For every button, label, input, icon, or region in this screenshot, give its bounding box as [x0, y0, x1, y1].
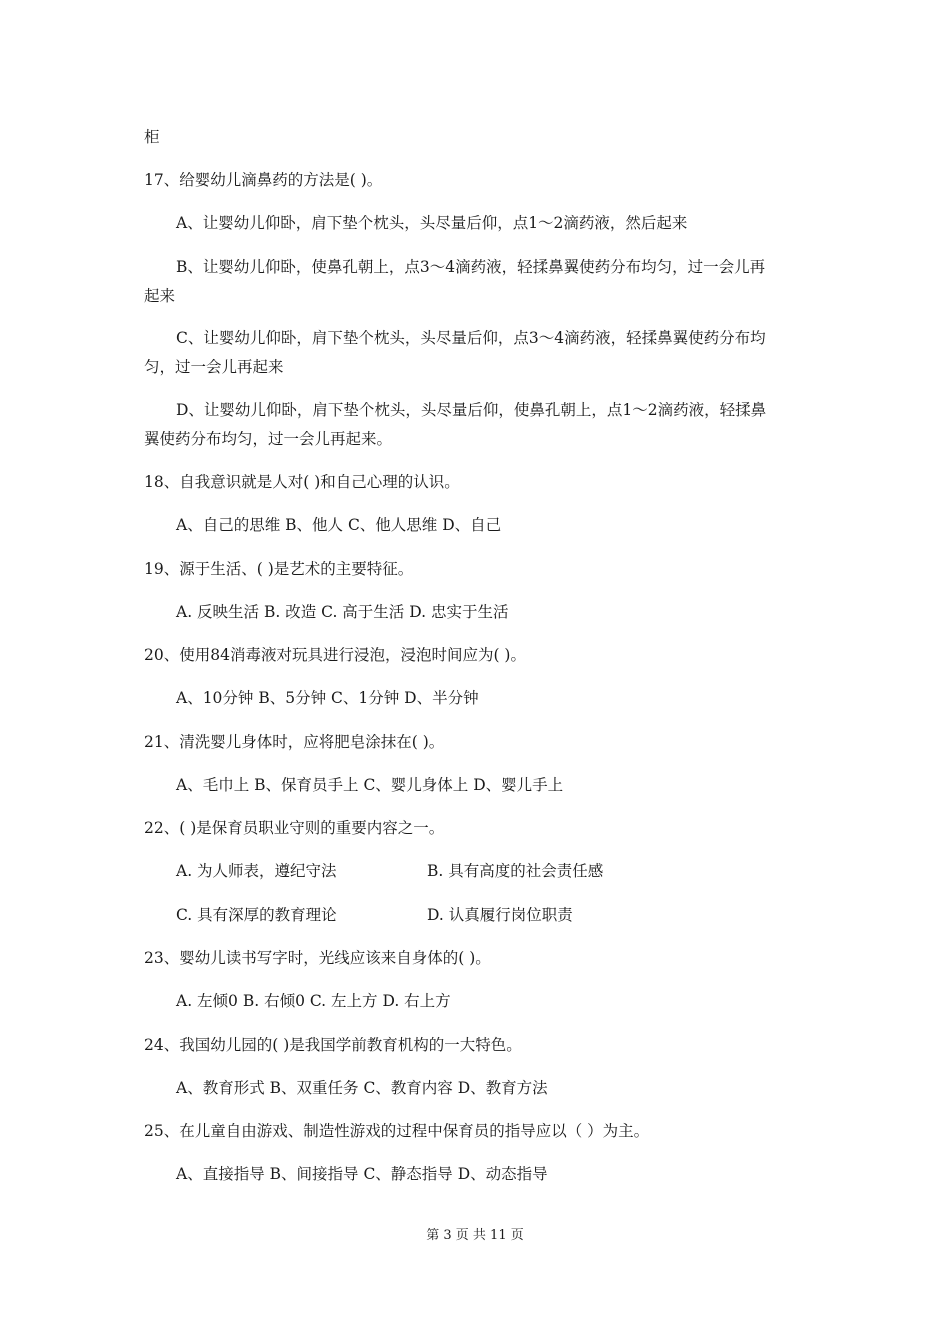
- carryover-text: 柜: [144, 128, 160, 146]
- question-25-stem: 25、在儿童自由游戏、制造性游戏的过程中保育员的指导应以（ ）为主。: [144, 1122, 650, 1140]
- question-17-option-b-cont: 起来: [144, 287, 176, 305]
- question-19-stem: 19、源于生活、( )是艺术的主要特征。: [144, 560, 414, 578]
- question-17-option-a: A、让婴幼儿仰卧，肩下垫个枕头，头尽量后仰，点1～2滴药液，然后起来: [176, 214, 688, 232]
- question-23-stem: 23、婴幼儿读书写字时，光线应该来自身体的( )。: [144, 949, 491, 967]
- question-22-option-b: B. 具有高度的社会责任感: [427, 862, 604, 880]
- question-24-stem: 24、我国幼儿园的( )是我国学前教育机构的一大特色。: [144, 1036, 522, 1054]
- question-17-option-d-cont: 翼使药分布均匀，过一会儿再起来。: [144, 430, 393, 448]
- question-22-option-d: D. 认真履行岗位职责: [427, 906, 573, 924]
- question-17-option-c-cont: 匀，过一会儿再起来: [144, 358, 284, 376]
- question-20-stem: 20、使用84消毒液对玩具进行浸泡，浸泡时间应为( )。: [144, 646, 526, 664]
- question-20-options: A、10分钟 B、5分钟 C、1分钟 D、半分钟: [176, 689, 479, 707]
- question-21-stem: 21、清洗婴儿身体时，应将肥皂涂抹在( )。: [144, 733, 445, 751]
- question-22-stem: 22、( )是保育员职业守则的重要内容之一。: [144, 819, 445, 837]
- question-17-option-d: D、让婴幼儿仰卧，肩下垫个枕头，头尽量后仰，使鼻孔朝上，点1～2滴药液，轻揉鼻: [176, 401, 767, 419]
- question-19-options: A. 反映生活 B. 改造 C. 高于生活 D. 忠实于生活: [176, 603, 509, 621]
- question-18-options: A、自己的思维 B、他人 C、他人思维 D、自己: [176, 516, 502, 534]
- question-22-option-c: C. 具有深厚的教育理论: [176, 906, 337, 924]
- question-25-options: A、直接指导 B、间接指导 C、静态指导 D、动态指导: [176, 1165, 548, 1183]
- page-footer: 第 3 页 共 11 页: [426, 1228, 524, 1243]
- question-18-stem: 18、自我意识就是人对( )和自己心理的认识。: [144, 473, 460, 491]
- question-24-options: A、教育形式 B、双重任务 C、教育内容 D、教育方法: [176, 1079, 548, 1097]
- question-21-options: A、毛巾上 B、保育员手上 C、婴儿身体上 D、婴儿手上: [176, 776, 564, 794]
- question-23-options: A. 左倾0 B. 右倾0 C. 左上方 D. 右上方: [176, 992, 451, 1010]
- question-17-option-c: C、让婴幼儿仰卧，肩下垫个枕头，头尽量后仰，点3～4滴药液，轻揉鼻翼使药分布均: [176, 329, 766, 347]
- question-22-option-a: A. 为人师表，遵纪守法: [176, 862, 337, 880]
- question-17-stem: 17、给婴幼儿滴鼻药的方法是( )。: [144, 171, 383, 189]
- question-17-option-b: B、让婴幼儿仰卧，使鼻孔朝上，点3～4滴药液，轻揉鼻翼使药分布均匀，过一会儿再: [176, 258, 766, 276]
